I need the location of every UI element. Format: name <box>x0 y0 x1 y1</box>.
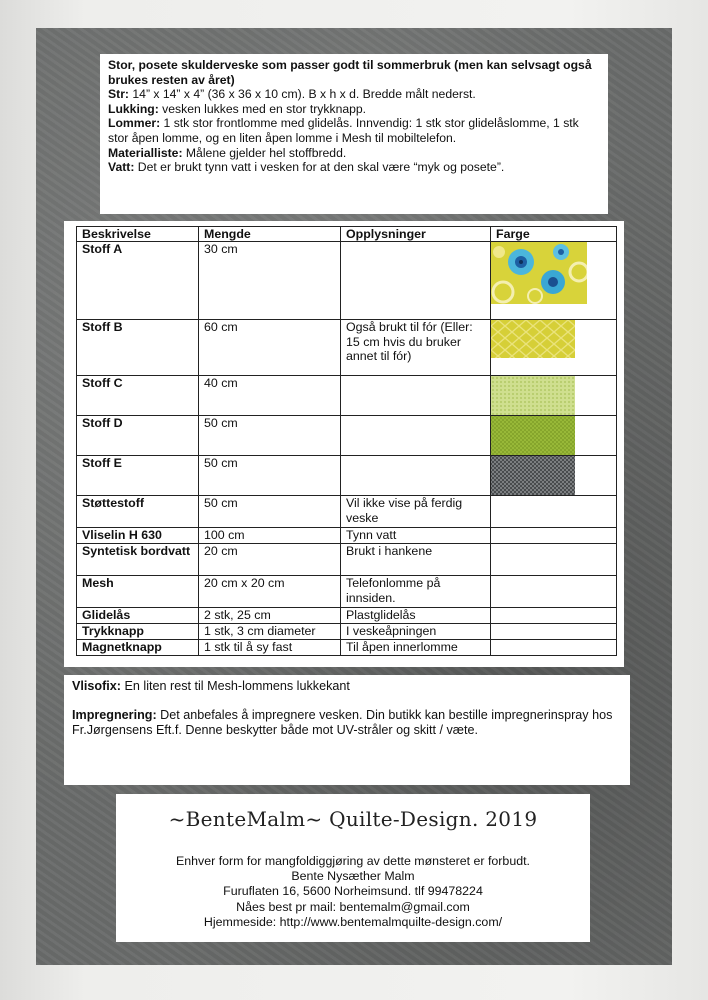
fabric-swatch-green-crosshatch <box>491 416 575 455</box>
table-row <box>77 640 617 656</box>
fabric-swatch-cell <box>491 320 617 376</box>
row-info <box>341 456 491 496</box>
row-color <box>491 624 617 640</box>
fabric-swatch-cell <box>491 376 617 416</box>
footer-panel <box>116 794 590 942</box>
table-row <box>77 544 617 576</box>
materials-table-panel <box>64 221 624 667</box>
table-row <box>77 376 617 416</box>
pockets-line <box>108 116 600 145</box>
spacer <box>72 694 622 708</box>
fabric-swatch-cell <box>491 242 617 320</box>
closure-text: vesken lukkes med en stor trykknapp. <box>158 101 367 116</box>
author-address: Furuflaten 16, 5600 Norheimsund. tlf 99478224 <box>223 884 483 899</box>
closure-line <box>108 102 600 117</box>
materials-table <box>76 226 617 656</box>
brand-signature: ~BenteMalm~ Quilte-Design. 2019 <box>168 807 538 831</box>
author-name: Bente Nysæther Malm <box>291 869 415 884</box>
row-info: Også brukt til fór (Eller: 15 cm hvis du bruker annet til fór) <box>341 320 491 376</box>
row-amount: 20 cm <box>199 544 341 576</box>
row-color <box>491 544 617 576</box>
impregnering-text: Det anbefales å impregnere vesken. Din butikk kan bestille impregnerinspray hos Fr.Jørgensens Eft.f. Denne beskytter både mot UV-stråler og skitt / væte. <box>72 708 613 737</box>
pockets-label: Lommer: <box>108 116 161 131</box>
row-amount: 100 cm <box>199 528 341 544</box>
row-name: Stoff C <box>77 376 199 416</box>
table-header-row <box>77 227 617 242</box>
table-row <box>77 416 617 456</box>
row-name: Stoff A <box>77 242 199 320</box>
row-name: Støttestoff <box>77 496 199 528</box>
row-name: Magnetknapp <box>77 640 199 656</box>
fabric-swatch-pale-green-dots <box>491 376 575 415</box>
table-row <box>77 496 617 528</box>
batting-line <box>108 160 600 175</box>
table-row <box>77 320 617 376</box>
row-name: Glidelås <box>77 608 199 624</box>
row-color <box>491 496 617 528</box>
row-info: Tynn vatt <box>341 528 491 544</box>
row-amount: 40 cm <box>199 376 341 416</box>
row-name: Syntetisk bordvatt <box>77 544 199 576</box>
vlisofix-text: En liten rest til Mesh-lommens lukkekant <box>121 679 350 693</box>
fabric-swatch-cell <box>491 456 617 496</box>
row-info <box>341 416 491 456</box>
row-name: Stoff E <box>77 456 199 496</box>
row-amount: 1 stk, 3 cm diameter <box>199 624 341 640</box>
header-amount: Mengde <box>199 227 341 242</box>
intro-panel <box>100 54 608 214</box>
materials-label: Materialliste: <box>108 145 183 160</box>
row-info: I veskeåpningen <box>341 624 491 640</box>
row-info: Telefonlomme på innsiden. <box>341 576 491 608</box>
row-name: Trykknapp <box>77 624 199 640</box>
batting-text: Det er brukt tynn vatt i vesken for at den skal være “myk og posete”. <box>134 160 505 175</box>
row-amount: 50 cm <box>199 456 341 496</box>
contact-block <box>116 854 590 930</box>
vlisofix-label: Vlisofix: <box>72 679 121 693</box>
row-name: Vliselin H 630 <box>77 528 199 544</box>
size-label: Str: <box>108 87 129 102</box>
author-email: Nåes best pr mail: bentemalm@gmail.com <box>236 899 470 914</box>
fabric-swatch-yellow-geometric <box>491 320 575 358</box>
table-row <box>77 576 617 608</box>
impregnering-line <box>72 708 622 738</box>
row-color <box>491 576 617 608</box>
row-amount: 50 cm <box>199 496 341 528</box>
row-amount: 2 stk, 25 cm <box>199 608 341 624</box>
materials-line <box>108 146 600 161</box>
pockets-text: 1 stk stor frontlomme med glidelås. Innvendig: 1 stk stor glidelåslomme, 1 stk stor åpen lomme, og en liten åpen lomme i Mesh til mobiltelefon. <box>108 116 579 145</box>
size-text: 14” x 14” x 4” (36 x 36 x 10 cm). B x h x d. Bredde målt nederst. <box>129 87 476 102</box>
impregnering-label: Impregnering: <box>72 708 157 722</box>
fabric-swatch-blue-circles <box>491 242 587 304</box>
row-color <box>491 608 617 624</box>
row-color <box>491 528 617 544</box>
row-name: Stoff B <box>77 320 199 376</box>
header-color: Farge <box>491 227 617 242</box>
row-amount: 30 cm <box>199 242 341 320</box>
table-row <box>77 528 617 544</box>
table-row <box>77 242 617 320</box>
headline: Stor, posete skulderveske som passer godt til sommerbruk (men kan selvsagt også brukes resten av året) <box>108 58 592 87</box>
header-info: Opplysninger <box>341 227 491 242</box>
row-info: Plastglidelås <box>341 608 491 624</box>
row-name: Mesh <box>77 576 199 608</box>
row-info: Vil ikke vise på ferdig veske <box>341 496 491 528</box>
row-amount: 50 cm <box>199 416 341 456</box>
fabric-swatch-grey-crosshatch <box>491 456 575 495</box>
row-amount: 60 cm <box>199 320 341 376</box>
notes-panel <box>64 675 630 785</box>
table-row <box>77 624 617 640</box>
batting-label: Vatt: <box>108 160 135 175</box>
materials-text: Målene gjelder hel stoffbredd. <box>182 145 347 160</box>
row-name: Stoff D <box>77 416 199 456</box>
size-line <box>108 87 600 102</box>
vlisofix-line <box>72 679 622 694</box>
table-row <box>77 456 617 496</box>
row-info <box>341 376 491 416</box>
row-amount: 1 stk til å sy fast <box>199 640 341 656</box>
author-website: Hjemmeside: http://www.bentemalmquilte-design.com/ <box>203 914 503 929</box>
row-info: Brukt i hankene <box>341 544 491 576</box>
row-info: Til åpen innerlomme <box>341 640 491 656</box>
row-color <box>491 640 617 656</box>
row-amount: 20 cm x 20 cm <box>199 576 341 608</box>
closure-label: Lukking: <box>108 101 159 116</box>
copyright-notice: Enhver form for mangfoldiggjøring av dette mønsteret er forbudt. <box>176 854 530 868</box>
table-row <box>77 608 617 624</box>
row-info <box>341 242 491 320</box>
fabric-swatch-cell <box>491 416 617 456</box>
header-description: Beskrivelse <box>77 227 199 242</box>
